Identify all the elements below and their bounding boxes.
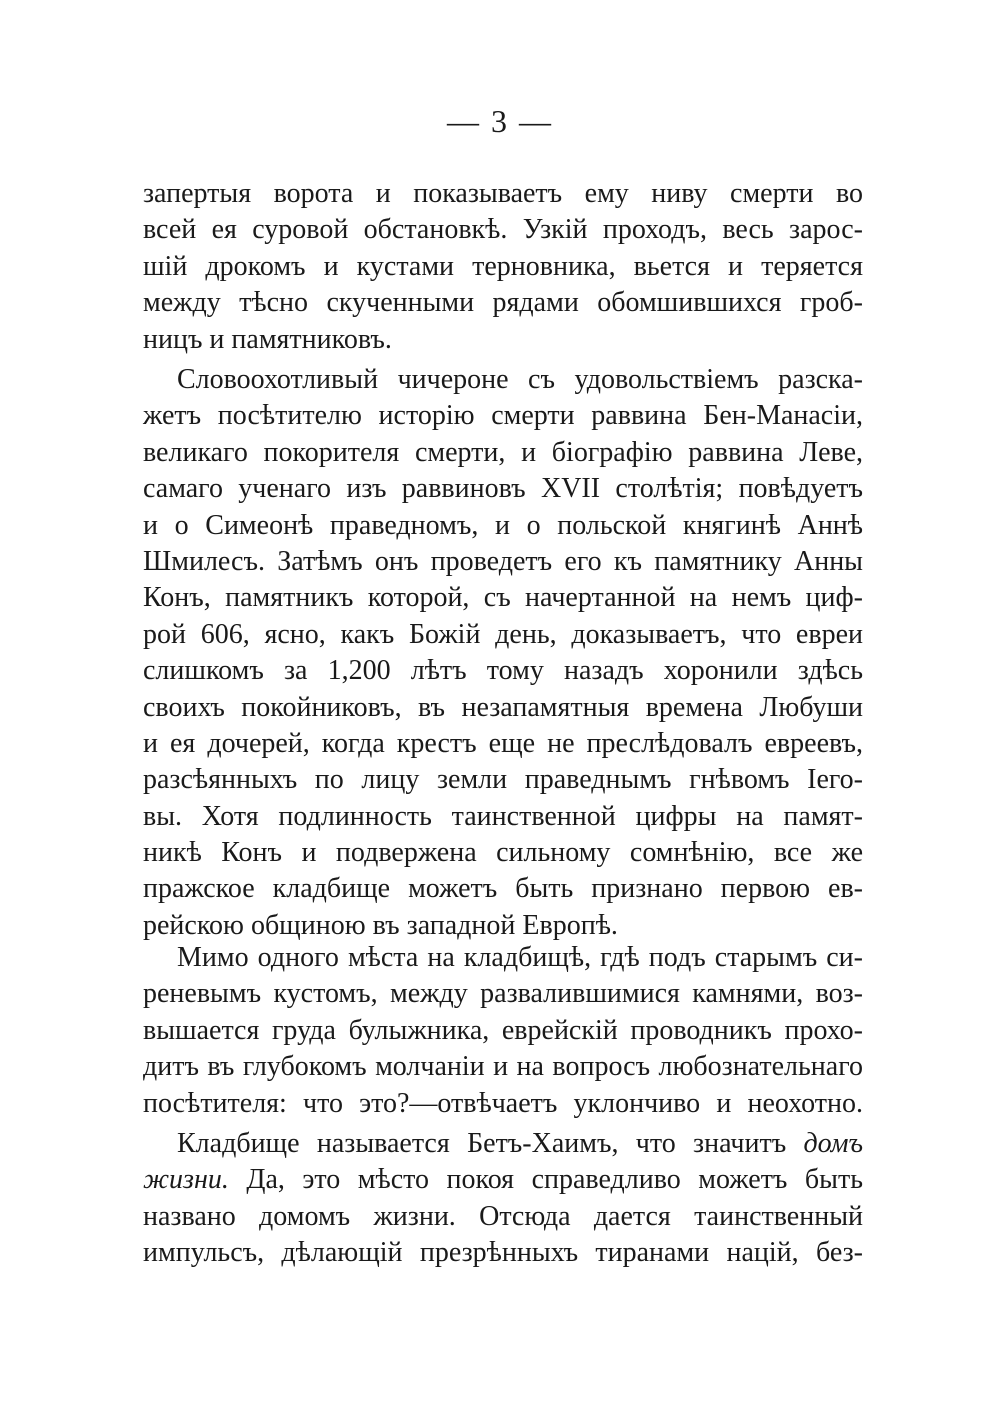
text-line: названо домомъ жизни. Отсюда дается таинственный	[143, 1200, 863, 1232]
text-line: жетъ посѣтителю исторію смерти раввина Бен-Манасіи,	[143, 400, 863, 432]
text-line: рой 606, ясно, какъ Божій день, доказываетъ, что евреи	[143, 618, 863, 650]
text-line: разсѣянныхъ по лицу земли праведнымъ гнѣвомъ Іего-	[143, 764, 863, 796]
text-line: и ея дочерей, когда крестъ еще не преслѣдовалъ евреевъ,	[143, 727, 863, 759]
paragraph-1	[143, 176, 863, 358]
text-line: самаго ученаго изъ раввиновъ XVII столѣтія; повѣдуетъ	[143, 473, 863, 505]
text-line: реневымъ кустомъ, между развалившимися камнями, воз-	[143, 978, 863, 1010]
text-line: пражское кладбище можетъ быть признано первою ев-	[143, 873, 863, 905]
paragraph-2	[143, 362, 863, 944]
text-line: запертыя ворота и показываетъ ему ниву смерти во	[143, 178, 863, 209]
text-line: великаго покорителя смерти, и біографію раввина Леве,	[143, 436, 863, 468]
text-line: всей ея суровой обстановкѣ. Узкій проходъ, весь зарос-	[143, 214, 863, 246]
text-line: посѣтителя: что это?—отвѣчаетъ уклончиво и неохотно.	[143, 1087, 863, 1119]
paragraph-3	[143, 940, 863, 1122]
paragraph-4	[143, 1126, 863, 1272]
text-line: своихъ покойниковъ, въ незапамятныя времена Любуши	[143, 691, 863, 723]
text-line: импульсъ, дѣлающій презрѣнныхъ тиранами націй, без-	[143, 1237, 863, 1269]
text-run: Да, это мѣсто покоя справедливо можетъ быть	[228, 1164, 863, 1196]
text-line: Словоохотливый чичероне съ удовольствіемъ разска-	[177, 364, 863, 395]
text-line: и о Симеонѣ праведномъ, и о польской княгинѣ Аннѣ	[143, 509, 863, 541]
text-run: Кладбище называется Бетъ-Хаимъ, что значитъ	[177, 1128, 804, 1159]
text-line: Конъ, памятникъ которой, съ начертанной на немъ циф-	[143, 582, 863, 614]
text-line	[143, 1162, 863, 1198]
text-line: Шмилесъ. Затѣмъ онъ проведетъ его къ памятнику Анны	[143, 545, 863, 577]
text-line: ницъ и памятниковъ.	[143, 323, 392, 355]
text-line: никѣ Конъ и подвержена сильному сомнѣнію, все же	[143, 837, 863, 869]
text-line: вышается груда булыжника, еврейскій проводникъ прохо-	[143, 1014, 863, 1046]
text-line: вы. Хотя подлинность таинственной цифры на памят-	[143, 800, 863, 832]
text-line: рейскою общиною въ западной Европѣ.	[143, 909, 618, 941]
text-line: слишкомъ за 1,200 лѣтъ тому назадъ хоронили здѣсь	[143, 655, 863, 687]
text-line: между тѣсно скученными рядами обомшившихся гроб-	[143, 287, 863, 319]
italic-text: домъ	[803, 1128, 863, 1159]
italic-text: жизни.	[143, 1164, 229, 1196]
text-line: дитъ въ глубокомъ молчаніи и на вопросъ любознательнаго	[143, 1051, 863, 1083]
text-line: Мимо одного мѣста на кладбищѣ, гдѣ подъ старымъ си-	[177, 942, 863, 973]
page-number: — 3 —	[447, 103, 553, 139]
text-line	[143, 1126, 863, 1162]
text-line: шій дрокомъ и кустами терновника, вьется и теряется	[143, 250, 863, 282]
